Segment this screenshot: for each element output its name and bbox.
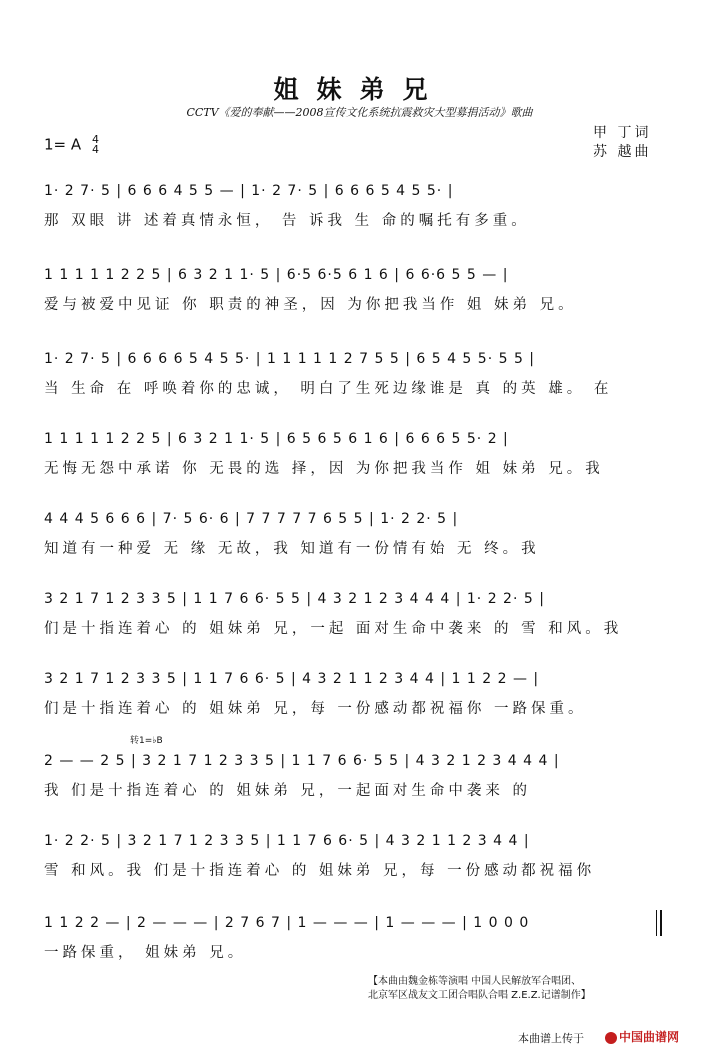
lyricist-credit: 甲 丁词 [593, 125, 652, 141]
site-logo[interactable] [605, 1028, 679, 1045]
key-label: 1= A [44, 135, 82, 154]
logo-icon [605, 1032, 617, 1044]
notation-line: 1· 2 2· 5 | 3 2 1 7 1 2 3 3 5 | 1 1 7 6 6· 5 | 4 3 2 1 1 2 3 4 4 | [44, 833, 530, 849]
lyrics-line: 们是十指连着心 的 姐妹弟 兄，每 一份感动都祝福你 一路保重。 [44, 701, 587, 717]
lyrics-line: 当 生命 在 呼唤着你的忠诚， 明白了生死边缘谁是 真 的英 雄。 在 [44, 381, 613, 397]
notation-line: 2 — — 2 5 | 3 2 1 7 1 2 3 3 5 | 1 1 7 6 6· 5 5 | 4 3 2 1 2 3 4 4 4 | [44, 753, 560, 769]
key-signature [44, 135, 99, 155]
notation-line: 1 1 1 1 1 2 2 5 | 6 3 2 1 1· 5 | 6 5 6 5 6 1 6 | 6 6 6 5 5· 2 | [44, 431, 509, 447]
song-subtitle: CCTV《爱的奉献——2008宣传文化系统抗震救灾大型募捐活动》歌曲 [186, 106, 533, 119]
composer-credit: 苏 越曲 [593, 144, 652, 160]
lyrics-line: 们是十指连着心 的 姐妹弟 兄，一起 面对生命中袭来 的 雪 和风。我 [44, 621, 623, 637]
lyrics-line: 一路保重， 姐妹弟 兄。 [44, 945, 247, 961]
notation-line: 1 1 1 1 1 2 2 5 | 6 3 2 1 1· 5 | 6·5 6·5 6 1 6 | 6 6·6 5 5 — | [44, 267, 509, 283]
upload-label: 本曲谱上传于 [518, 1032, 584, 1045]
notation-line: 1 1 2 2 — | 2 — — — | 2 7 6 7 | 1 — — — | 1 — — — | 1 0 0 0 [44, 915, 530, 931]
notation-line: 3 2 1 7 1 2 3 3 5 | 1 1 7 6 6· 5 5 | 4 3 2 1 2 3 4 4 4 | 1· 2 2· 5 | [44, 591, 545, 607]
time-signature [92, 135, 99, 155]
notation-line: 1· 2 7· 5 | 6 6 6 6 5 4 5 5· | 1 1 1 1 1 2 7 5 5 | 6 5 4 5 5· 5 5 | [44, 351, 536, 367]
time-top: 4 [91, 133, 99, 146]
lyrics-line: 知道有一种爱 无 缘 无故，我 知道有一份情有始 无 终。我 [44, 541, 540, 557]
notation-line: 3 2 1 7 1 2 3 3 5 | 1 1 7 6 6· 5 | 4 3 2 1 1 2 3 4 4 | 1 1 2 2 — | [44, 671, 540, 687]
lyrics-line: 爱与被爱中见证 你 职责的神圣，因 为你把我当作 姐 妹弟 兄。 [44, 297, 577, 313]
modulation-mark: 转1=♭B [130, 736, 163, 746]
performance-footer [368, 975, 668, 1003]
lyrics-line: 我 们是十指连着心 的 姐妹弟 兄，一起面对生命中袭来 的 [44, 783, 532, 799]
footer-line-2: 北京军区战友文工团合唱队合唱 Z.E.Z.记谱制作】 [368, 990, 591, 1001]
lyrics-line: 无悔无怨中承诺 你 无畏的选 择，因 为你把我当作 姐 妹弟 兄。我 [44, 461, 604, 477]
notation-line: 4 4 4 5 6 6 6 | 7· 5 6· 6 | 7 7 7 7 7 6 5 5 | 1· 2 2· 5 | [44, 511, 459, 527]
logo-text: 中国曲谱网 [619, 1030, 680, 1044]
song-title: 姐妹弟兄 [273, 75, 446, 104]
notation-line: 1· 2 7· 5 | 6 6 6 4 5 5 — | 1· 2 7· 5 | 6 6 6 5 4 5 5· | [44, 183, 454, 199]
footer-line-1: 【本曲由魏金栋等演唱 中国人民解放军合唱团、 [368, 976, 582, 987]
lyrics-line: 雪 和风。我 们是十指连着心 的 姐妹弟 兄，每 一份感动都祝福你 [44, 863, 596, 879]
final-barline [656, 910, 662, 936]
time-bottom: 4 [91, 143, 99, 156]
lyrics-line: 那 双眼 讲 述着真情永恒， 告 诉我 生 命的嘱托有多重。 [44, 213, 530, 229]
